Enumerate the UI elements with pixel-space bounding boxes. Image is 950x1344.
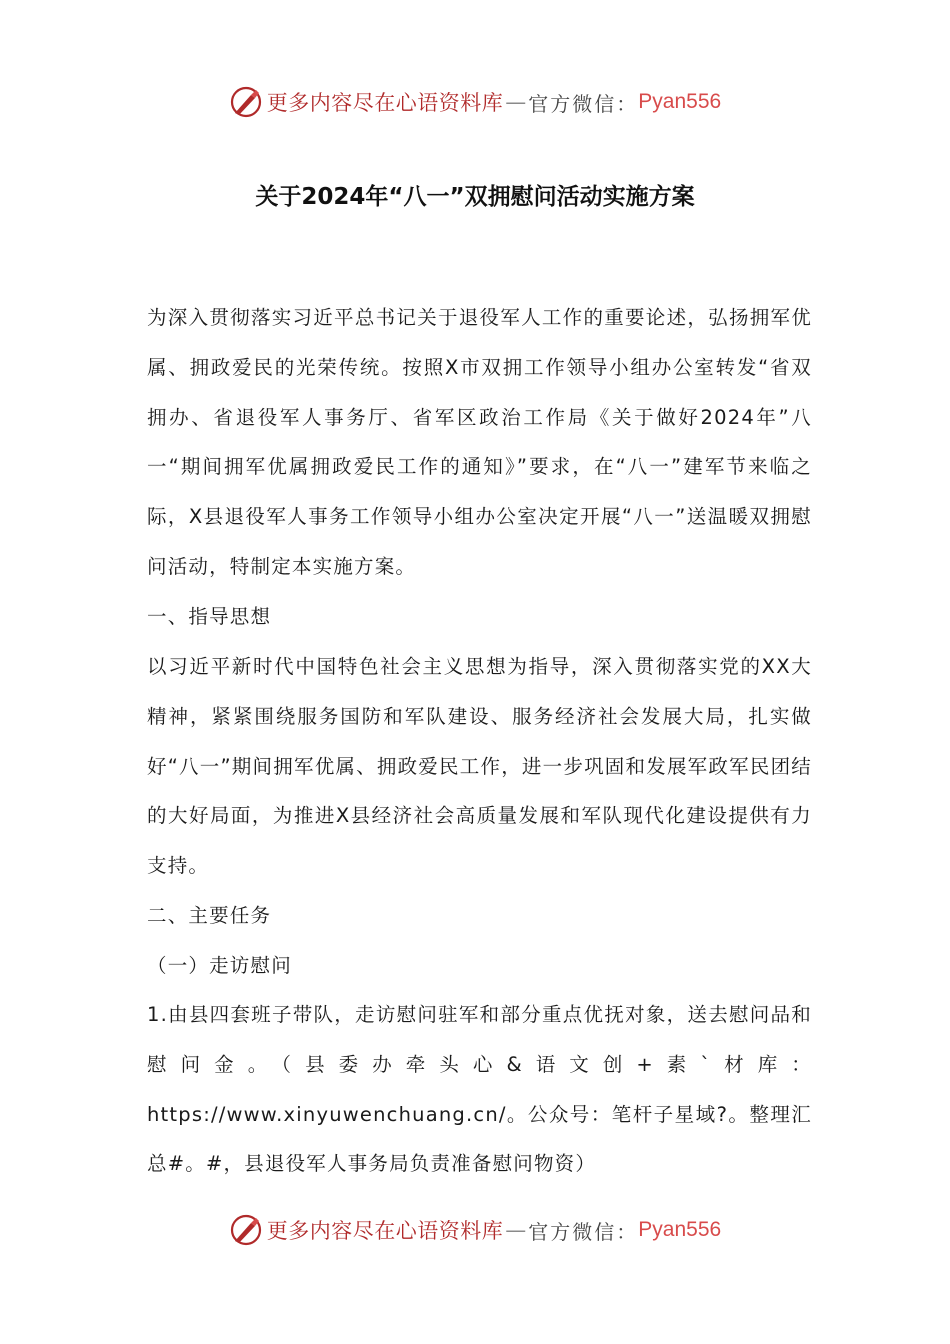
banner-dash: — [505,1218,527,1242]
footer-banner [0,1208,950,1252]
header-banner [0,80,950,124]
banner-wechat-label: 官方微信： [528,1219,639,1244]
pen-logo-icon [229,1213,263,1247]
guiding-thought-paragraph: 以习近平新时代中国特色社会主义思想为指导，深入贯彻落实党的XX大精神，紧紧围绕服务国防和军队建设、服务经济社会发展大局，扎实做好“八一”期间拥军优属、拥政爱民工作，进一步巩固和发展军政军民团结的大好局面，为推进X县经济社会高质量发展和军队现代化建设提供有力支持。 [147,655,812,878]
section-heading-main-tasks: 二、主要任务 [147,904,272,927]
banner-text: 更多内容尽在心语资料库 [266,91,504,115]
pen-logo-icon [229,85,263,119]
banner-wechat-id: Pyan556 [638,1218,722,1241]
subsection-heading-visits: （一）走访慰问 [147,954,292,977]
banner-text: 更多内容尽在心语资料库 [266,1219,504,1243]
banner-wechat-id: Pyan556 [638,90,722,113]
banner-dash: — [505,90,527,114]
banner-wechat-label: 官方微信： [528,91,639,116]
document-title: 关于2024年“八一”双拥慰问活动实施方案 [255,184,695,210]
intro-paragraph: 为深入贯彻落实习近平总书记关于退役军人工作的重要论述，弘扬拥军优属、拥政爱民的光荣传统。按照X市双拥工作领导小组办公室转发“省双拥办、省退役军人事务厅、省军区政治工作局《关于做好2024年”八一“期间拥军优属拥政爱民工作的通知》”要求，在“八一”建军节来临之际，X县退役军人事务工作领导小组办公室决定开展“八一”送温暖双拥慰问活动，特制定本实施方案。 [147,306,812,578]
section-heading-guiding-thought: 一、指导思想 [147,605,272,628]
task-item-1: 1.由县四套班子带队，走访慰问驻军和部分重点优抚对象，送去慰问品和慰问金。（县委办牵头心&语文创+素`材库：https://www.xinyuwenchuang.cn/。公众号：笔杆子星域?。整理汇总#。#，县退役军人事务局负责准备慰问物资） [147,1003,812,1176]
